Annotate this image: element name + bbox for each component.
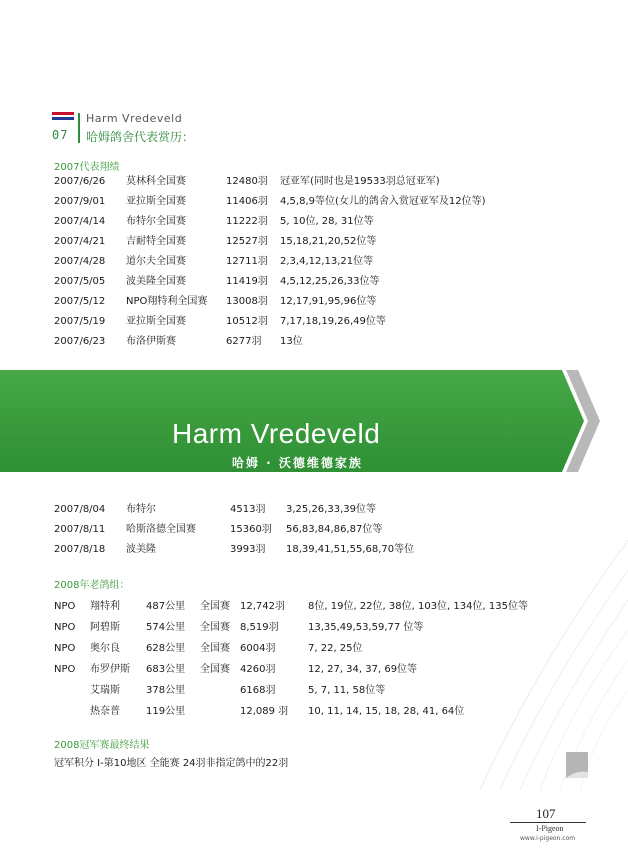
- distance: 683公里: [146, 664, 186, 675]
- brand-url: www.i-pigeon.com: [520, 835, 576, 842]
- race-name: 哈斯洛德全国赛: [126, 524, 196, 535]
- race-result: 5, 10位, 28, 31位等: [280, 216, 374, 227]
- race-name: 亚拉斯全国赛: [126, 316, 186, 327]
- race-name: 翔特利: [90, 601, 120, 612]
- race-result: 3,25,26,33,39位等: [286, 504, 376, 515]
- chapter-divider: [78, 113, 80, 143]
- race-date: 2007/8/11: [54, 524, 106, 535]
- race-name: 莫林科全国赛: [126, 176, 186, 187]
- race-result: 7,17,18,19,26,49位等: [280, 316, 386, 327]
- bird-count: 11419羽: [226, 276, 268, 287]
- org: NPO: [54, 601, 76, 612]
- netherlands-flag-icon: [52, 112, 74, 120]
- chapter-title-zh: 哈姆鸽舍代表赏历：: [86, 130, 195, 144]
- race-result: 7, 22, 25位: [308, 643, 363, 654]
- bird-count: 11406羽: [226, 196, 268, 207]
- race-date: 2007/4/14: [54, 216, 106, 227]
- race-date: 2007/8/18: [54, 544, 106, 555]
- chapter-title-en: Harm Vredeveld: [86, 112, 183, 125]
- race-date: 2007/5/19: [54, 316, 106, 327]
- race-result: 4,5,8,9等位(女儿的鸽舍入赏冠亚军及12位等): [280, 196, 486, 207]
- race-name: 布特尔: [126, 504, 156, 515]
- scope: 全国赛: [200, 643, 230, 654]
- banner-title-zh: 哈姆 · 沃德维德家族: [232, 456, 363, 470]
- race-name: 布特尔全国赛: [126, 216, 186, 227]
- race-name: 亚拉斯全国赛: [126, 196, 186, 207]
- footer-divider: [510, 822, 586, 823]
- section-heading-2008: 2008年老鸽组：: [54, 580, 130, 591]
- org: NPO: [54, 643, 76, 654]
- race-result: 4,5,12,25,26,33位等: [280, 276, 380, 287]
- section-heading-2007: 2007代表翔绩: [54, 162, 120, 173]
- race-date: 2007/8/04: [54, 504, 106, 515]
- race-result: 12, 27, 34, 37, 69位等: [308, 664, 418, 675]
- page-number: 107: [536, 806, 556, 821]
- bird-count: 3993羽: [230, 544, 266, 555]
- bird-count: 4513羽: [230, 504, 266, 515]
- decorative-curves: [420, 500, 628, 800]
- bird-count: 13008羽: [226, 296, 268, 307]
- race-result: 冠亚军(同时也是19533羽总冠亚军): [280, 176, 440, 187]
- race-result: 18,39,41,51,55,68,70等位: [286, 544, 415, 555]
- bird-count: 12527羽: [226, 236, 268, 247]
- scope: 全国赛: [200, 601, 230, 612]
- bird-count: 6168羽: [240, 685, 276, 696]
- race-name: 热奈普: [90, 706, 120, 717]
- chapter-number: 07: [52, 128, 69, 142]
- race-result: 12,17,91,95,96位等: [280, 296, 377, 307]
- race-date: 2007/4/28: [54, 256, 106, 267]
- bird-count: 8,519羽: [240, 622, 279, 633]
- race-result: 2,3,4,12,13,21位等: [280, 256, 374, 267]
- race-name: NPO翔特利全国赛: [126, 296, 208, 307]
- race-result: 8位, 19位, 22位, 38位, 103位, 134位, 135位等: [308, 601, 528, 612]
- bird-count: 12711羽: [226, 256, 268, 267]
- race-name: 布罗伊斯: [90, 664, 130, 675]
- race-date: 2007/4/21: [54, 236, 106, 247]
- section-heading-final: 2008冠军赛最终结果: [54, 740, 150, 751]
- race-name: 波美隆全国赛: [126, 276, 186, 287]
- race-result: 10, 11, 14, 15, 18, 28, 41, 64位: [308, 706, 465, 717]
- race-date: 2007/9/01: [54, 196, 106, 207]
- distance: 119公里: [146, 706, 186, 717]
- race-result: 15,18,21,20,52位等: [280, 236, 377, 247]
- distance: 487公里: [146, 601, 186, 612]
- banner-title-en: Harm Vredeveld: [172, 418, 381, 449]
- race-date: 2007/6/23: [54, 336, 106, 347]
- scope: 全国赛: [200, 622, 230, 633]
- race-name: 波美隆: [126, 544, 156, 555]
- race-name: 道尔夫全国赛: [126, 256, 186, 267]
- distance: 574公里: [146, 622, 186, 633]
- race-result: 13位: [280, 336, 303, 347]
- race-name: 布洛伊斯赛: [126, 336, 176, 347]
- final-result-line: 冠军积分 I-第10地区 全能赛 24羽非指定鸽中的22羽: [54, 758, 289, 769]
- page-curl-icon: [566, 752, 588, 778]
- org: NPO: [54, 664, 76, 675]
- bird-count: 6277羽: [226, 336, 262, 347]
- race-result: 56,83,84,86,87位等: [286, 524, 383, 535]
- race-date: 2007/6/26: [54, 176, 106, 187]
- bird-count: 12,089 羽: [240, 706, 289, 717]
- race-name: 艾瑞斯: [90, 685, 120, 696]
- distance: 378公里: [146, 685, 186, 696]
- race-name: 吉耐特全国赛: [126, 236, 186, 247]
- bird-count: 12480羽: [226, 176, 268, 187]
- bird-count: 6004羽: [240, 643, 276, 654]
- race-date: 2007/5/12: [54, 296, 106, 307]
- scope: 全国赛: [200, 664, 230, 675]
- distance: 628公里: [146, 643, 186, 654]
- brand-name: I-Pigeon: [536, 824, 564, 833]
- race-result: 13,35,49,53,59,77 位等: [308, 622, 424, 633]
- race-date: 2007/5/05: [54, 276, 106, 287]
- org: NPO: [54, 622, 76, 633]
- race-name: 阿碧斯: [90, 622, 120, 633]
- race-name: 奥尔良: [90, 643, 120, 654]
- bird-count: 11222羽: [226, 216, 268, 227]
- bird-count: 15360羽: [230, 524, 272, 535]
- bird-count: 4260羽: [240, 664, 276, 675]
- bird-count: 12,742羽: [240, 601, 285, 612]
- bird-count: 10512羽: [226, 316, 268, 327]
- race-result: 5, 7, 11, 58位等: [308, 685, 386, 696]
